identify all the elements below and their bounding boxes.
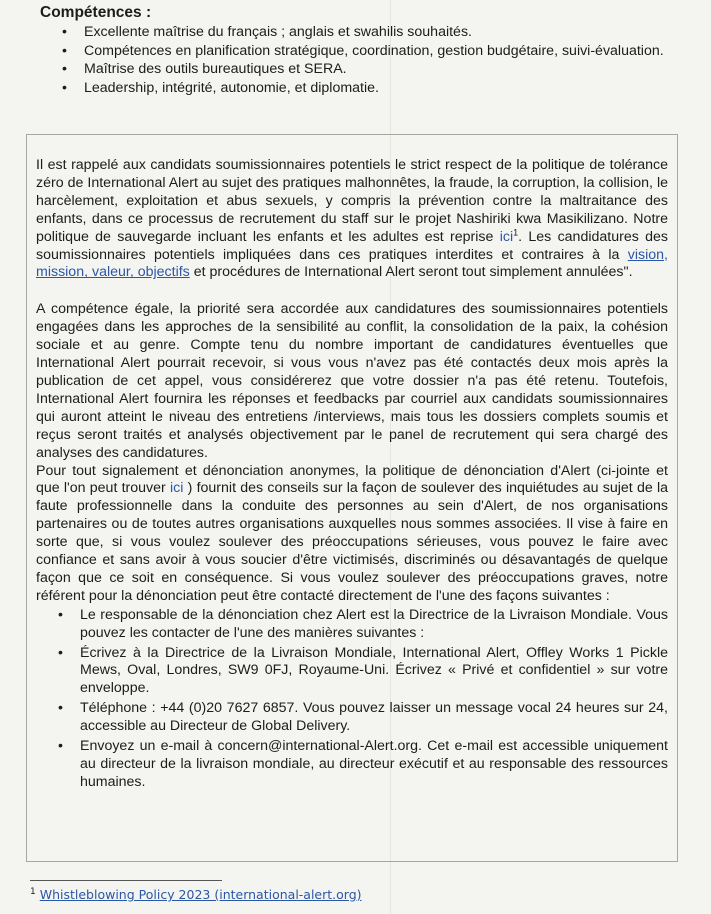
whistleblowing-text: ) fournit des conseils sur la façon de soulever des inquiétudes au sujet de la faute professionnelle dans la conduite des personnes au sein d'Alert, de nos organisations partenaires ou de toutes autres organisations auxquelles nous sommes associées. Il vise à faire en sorte que, si vous voulez soulever des préoccupations sérieuses, vous pouvez le faire avec confiance et sans avoir à vous soucier d'être victimisés, discriminés ou désavantagés de quelque façon que ce soit en conséquence. Si vous voulez soulever des préoccupations graves, notre référent pour la dénonciation peut être contacté directement de l'une des façons suivantes :: [36, 480, 668, 604]
list-item: • Excellente maîtrise du français ; anglais et swahilis souhaités.: [84, 24, 680, 42]
competences-title: Compétences :: [40, 4, 152, 21]
priority-paragraph: A compétence égale, la priorité sera accordée aux candidatures des soumissionnaires potentiels engagées dans les approches de la sensibilité au conflit, la consolidation de la paix, la cohésion sociale et au genre. Compte tenu du nombre important de candidatures éventuelles que International Alert pourrait recevoir, si vous vous n'avez pas été contactés deux mois après la publication de cet appel, vous considérerez que votre dossier n'a pas été retenu. Toutefois, International Alert fournira les réponses et feedbacks par courriel aux candidats soumissionnaires qui auront atteint le niveau des entretiens /interviews, mais tous les dossiers complets soumis et reçus seront traités et analysés objectivement par le panel de recrutement qui sera chargé des analyses des candidatures.: [36, 301, 668, 461]
footnote-number: 1: [30, 886, 36, 897]
whistleblowing-policy-link[interactable]: Whistleblowing Policy 2023 (international-alert.org): [39, 887, 362, 902]
safeguarding-link[interactable]: ici: [499, 228, 514, 245]
list-item: • Téléphone : +44 (0)20 7627 6857. Vous pouvez laisser un message vocal 24 heures sur 24, accessible au Directeur de Global Delivery.: [80, 700, 668, 736]
competences-section: [40, 4, 680, 98]
policy-text: Il est rappelé aux candidats soumissionnaires potentiels le strict respect de la politique de tolérance zéro de International Alert au sujet des pratiques malhonnêtes, la fraude, la corruption, la collision, le harcèlement, exploitation et abus sexuels, y compris la prévention contre la maltraitance des enfants, dans ce processus de recrutement du staff sur le projet Nashiriki kwa Masikilizano. Notre politique de sauvegarde incluant les enfants et les adultes est reprise: [36, 157, 668, 245]
list-item: • Leadership, intégrité, autonomie, et diplomatie.: [84, 80, 680, 98]
policy-paragraph: [36, 157, 668, 282]
footnote-ref[interactable]: 1: [513, 226, 519, 237]
notice-box: [26, 134, 678, 862]
notice-content: [36, 157, 668, 794]
vision-mission-link[interactable]: vision, mission, valeur, objectifs: [36, 246, 668, 281]
policy-text: et procédures de International Alert seront tout simplement annulées".: [189, 264, 633, 281]
list-item: • Maîtrise des outils bureautiques et SERA.: [84, 61, 680, 79]
whistleblowing-link[interactable]: ici: [170, 480, 184, 497]
whistleblowing-paragraph: [36, 463, 668, 606]
whistleblowing-text: Pour tout signalement et dénonciation anonymes, la politique de dénonciation d'Alert (ci-jointe et que l'on peut trouver: [36, 462, 668, 497]
list-item: • Envoyez un e-mail à concern@international-Alert.org. Cet e-mail est accessible uniquement au directeur de la livraison mondiale, au directeur exécutif et au responsable des ressources humaines.: [80, 738, 668, 792]
contact-list: [36, 607, 668, 792]
list-item: • Compétences en planification stratégique, coordination, gestion budgétaire, suivi-évaluation.: [84, 43, 680, 61]
list-item: • Écrivez à la Directrice de la Livraison Mondiale, International Alert, Offley Works 1 Pickle Mews, Oval, Londres, SW9 0FJ, Royaume-Uni. Écrivez « Privé et confidentiel » sur votre enveloppe.: [80, 645, 668, 699]
footnote: [30, 887, 362, 902]
footnote-rule: [30, 880, 222, 881]
competences-list: [40, 24, 680, 97]
policy-text: . Les candidatures des soumissionnaires potentiels impliquées dans ces pratiques interdites et contraires à la: [36, 228, 668, 263]
list-item: • Le responsable de la dénonciation chez Alert est la Directrice de la Livraison Mondiale. Vous pouvez les contacter de l'une des manières suivantes :: [80, 607, 668, 643]
